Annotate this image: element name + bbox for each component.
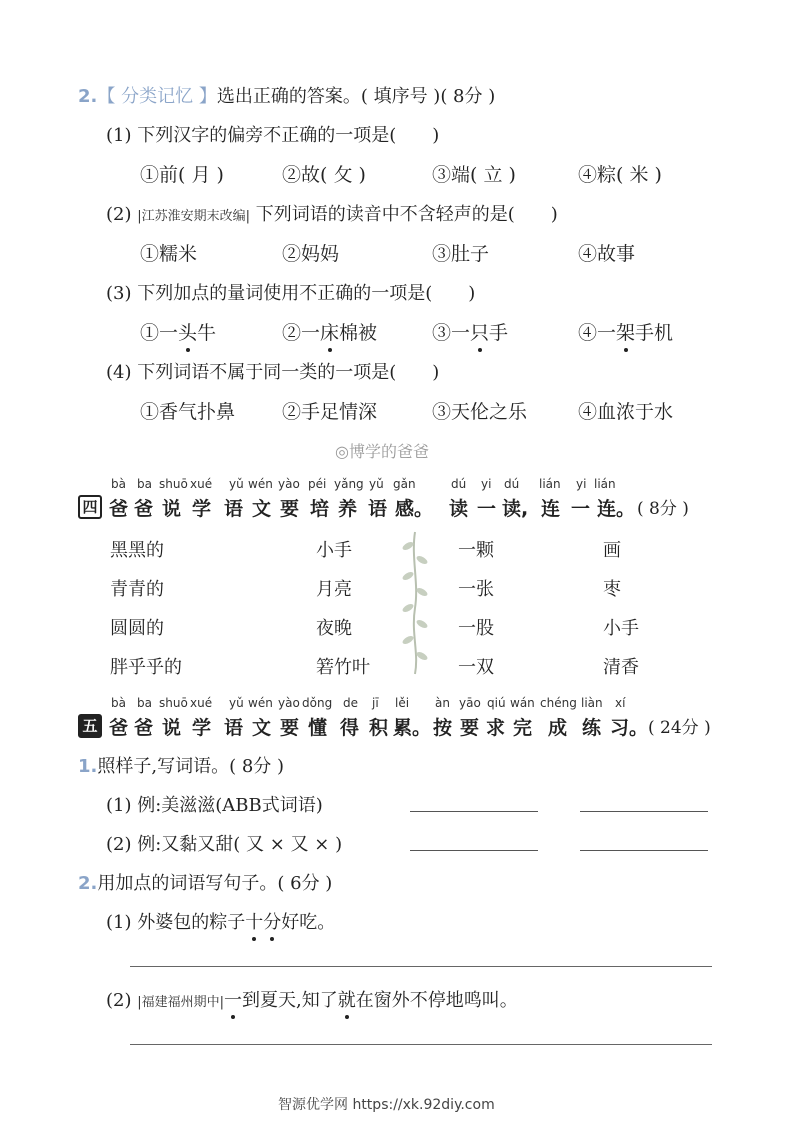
pinyin: yǔ [229, 477, 244, 491]
section-five-title: 爸 爸 说 学 语 文 要 懂 得 积 累。 按 要 求 完 成 练 习。 ( 24分 ) [109, 717, 711, 739]
section-four-title: 爸 爸 说 学 语 文 要 培 养 语 感。 读 一 读, 连 一 连。 ( 8分 ) [109, 498, 689, 520]
footer-site-url[interactable]: 智源优学网 https://xk.92diy.com [278, 1097, 495, 1113]
pinyin: ba [137, 696, 152, 710]
col3-item: 一颗 [458, 540, 494, 561]
q2-answer-line[interactable] [130, 966, 712, 967]
col2-item: 箬竹叶 [316, 657, 370, 678]
col3-item: 一双 [458, 657, 494, 678]
question-2-header [78, 82, 495, 108]
q2-sentence-2: (2) |福建福州期中|一到夏天,知了就在窗外不停地鸣叫。 [106, 986, 518, 1012]
sub4-option-a: ①香气扑鼻 [140, 401, 236, 423]
pinyin: lián [539, 477, 561, 491]
section-five-q2-title: 2.用加点的词语写句子。( 6分 ) [78, 873, 333, 894]
q1-example-1: (1) 例:美滋滋(ABB式词语) [106, 795, 323, 816]
col2-item: 月亮 [316, 579, 352, 600]
vine-divider-icon [400, 528, 430, 676]
section-four-badge: 四 [78, 495, 102, 519]
pinyin: de [343, 696, 358, 710]
sub2-option-d: ④故事 [578, 243, 636, 265]
sub1-option-c: ③端( 立 ) [432, 164, 516, 186]
question-number: 2. [78, 86, 98, 107]
sub3-option-c: ③一只手 [432, 318, 508, 345]
pinyin: àn [435, 696, 450, 710]
sub2-option-b: ②妈妈 [282, 243, 340, 265]
pinyin: yǔ [229, 696, 244, 710]
pinyin: lěi [395, 696, 410, 710]
pinyin: xí [615, 696, 626, 710]
sub3-stem: (3) 下列加点的量词使用不正确的一项是( ) [106, 283, 476, 304]
pinyin: gǎn [393, 477, 416, 491]
sub1-option-a: ①前( 月 ) [140, 164, 224, 186]
pinyin: jī [372, 696, 379, 710]
section-five-badge: 五 [78, 714, 102, 738]
section-four-pinyin [0, 477, 800, 493]
col1-item: 圆圆的 [110, 618, 164, 639]
pinyin: wán [510, 696, 535, 710]
col3-item: 一股 [458, 618, 494, 639]
q1-example-2: (2) 例:又黏又甜( 又 × 又 × ) [106, 834, 343, 855]
pinyin: ba [137, 477, 152, 491]
col4-item: 画 [603, 540, 621, 561]
sub2-source-tag: |江苏淮安期末改编| [137, 209, 251, 224]
pinyin: dǒng [302, 696, 333, 710]
q2-sentence-1: (1) 外婆包的粽子十分好吃。 [106, 908, 335, 934]
sub4-stem: (4) 下列词语不属于同一类的一项是( ) [106, 362, 440, 383]
col3-item: 一张 [458, 579, 494, 600]
col2-item: 小手 [316, 540, 352, 561]
col4-item: 清香 [603, 657, 639, 678]
pinyin: lián [594, 477, 616, 491]
q1-answer-blank[interactable] [580, 850, 708, 851]
q2-source-tag: |福建福州期中| [137, 995, 225, 1010]
pinyin: péi [308, 477, 327, 491]
pinyin: yào [278, 696, 300, 710]
pinyin: liàn [581, 696, 603, 710]
pinyin: bà [111, 696, 126, 710]
sub4-option-d: ④血浓于水 [578, 401, 674, 423]
pinyin: xué [190, 696, 213, 710]
pinyin: dú [504, 477, 520, 491]
pinyin: yǔ [369, 477, 384, 491]
sub2-stem-row [106, 200, 558, 226]
pinyin: shuō [159, 477, 188, 491]
watermark-text: ◎博学的爸爸 [335, 442, 429, 461]
col1-item: 青青的 [110, 579, 164, 600]
sub3-option-a: ①一头牛 [140, 318, 216, 345]
sub2-number: (2) [106, 204, 132, 225]
sub1-option-b: ②故( 攵 ) [282, 164, 366, 186]
q1-answer-blank[interactable] [580, 811, 708, 812]
sub2-option-a: ①糯米 [140, 243, 198, 265]
col4-item: 枣 [603, 579, 621, 600]
col2-item: 夜晚 [316, 618, 352, 639]
pinyin: wén [248, 477, 273, 491]
col1-item: 胖乎乎的 [110, 657, 182, 678]
pinyin: chéng [540, 696, 577, 710]
pinyin: qiú [487, 696, 506, 710]
question-tag: 【 分类记忆 】 [97, 86, 217, 107]
pinyin: yǎng [334, 477, 364, 491]
q2-answer-line[interactable] [130, 1044, 712, 1045]
pinyin: yi [481, 477, 492, 491]
sub4-option-b: ②手足情深 [282, 401, 378, 423]
pinyin: yào [278, 477, 300, 491]
pinyin: yi [576, 477, 587, 491]
col1-item: 黑黑的 [110, 540, 164, 561]
sub3-option-b: ②一床棉被 [282, 318, 377, 345]
sub3-option-d: ④一架手机 [578, 318, 673, 345]
sub2-option-c: ③肚子 [432, 243, 490, 265]
sub4-option-c: ③天伦之乐 [432, 401, 528, 423]
q1-answer-blank[interactable] [410, 850, 538, 851]
sub1-option-d: ④粽( 米 ) [578, 164, 662, 186]
pinyin: shuō [159, 696, 188, 710]
col4-item: 小手 [603, 618, 639, 639]
pinyin: bà [111, 477, 126, 491]
question-instruction: 选出正确的答案。( 填序号 )( 8分 ) [216, 86, 496, 107]
pinyin: wén [248, 696, 273, 710]
pinyin: dú [451, 477, 467, 491]
sub1-stem: (1) 下列汉字的偏旁不正确的一项是( ) [106, 125, 440, 146]
pinyin: yāo [459, 696, 481, 710]
section-five-q1-title: 1.照样子,写词语。( 8分 ) [78, 756, 285, 777]
pinyin: xué [190, 477, 213, 491]
q1-answer-blank[interactable] [410, 811, 538, 812]
sub2-stem: 下列词语的读音中不含轻声的是( ) [255, 204, 558, 225]
section-five-pinyin [0, 696, 800, 712]
